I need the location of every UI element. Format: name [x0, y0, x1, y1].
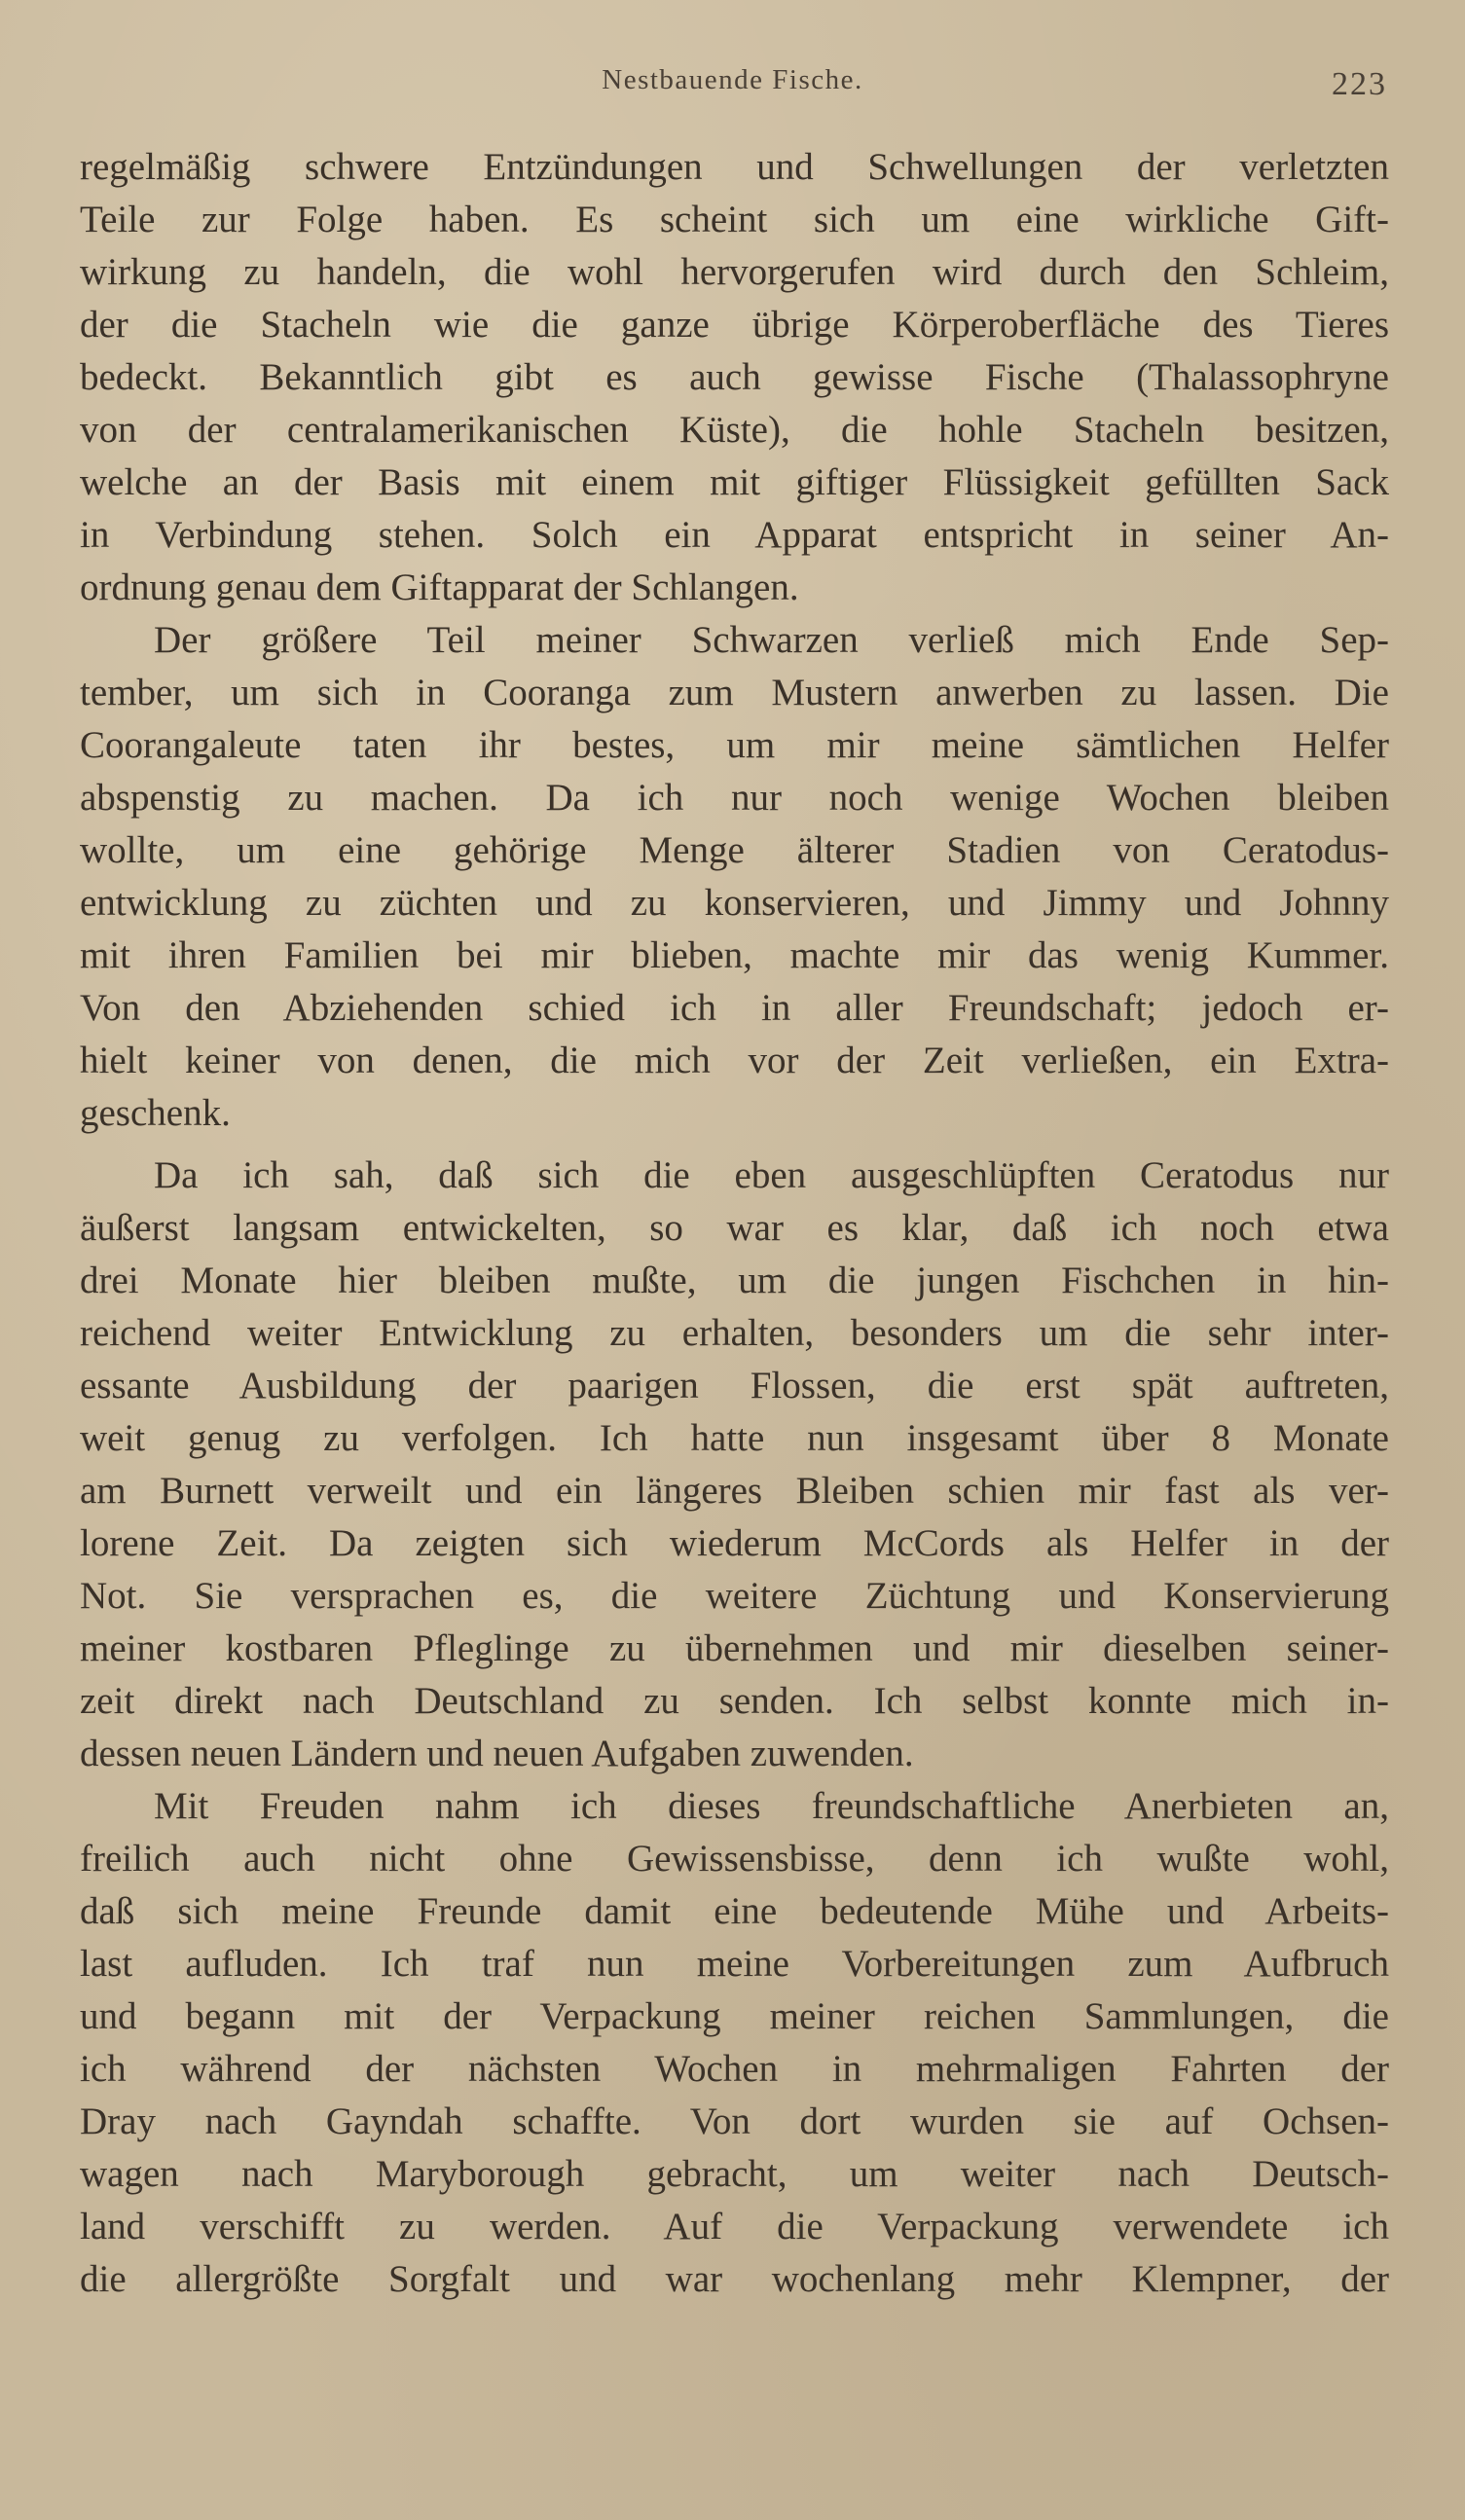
text-line: Mit Freuden nahm ich dieses freundschaftliche Anerbieten an,	[154, 1785, 1389, 1827]
text-line: wagen nach Maryborough gebracht, um weiter nach Deutsch-	[80, 2153, 1389, 2195]
text-line: reichend weiter Entwicklung zu erhalten, besonders um die sehr inter-	[80, 1312, 1389, 1354]
text-line: Der größere Teil meiner Schwarzen verließ mich Ende Sep-	[154, 619, 1389, 661]
text-line: ich während der nächsten Wochen in mehrmaligen Fahrten der	[80, 2048, 1389, 2090]
text-line: hielt keiner von denen, die mich vor der Zeit verließen, ein Extra-	[80, 1040, 1389, 1081]
text-line: in Verbindung stehen. Solch ein Apparat entspricht in seiner An-	[80, 514, 1389, 556]
text-line: und begann mit der Verpackung meiner reichen Sammlungen, die	[80, 1995, 1389, 2037]
text-line: drei Monate hier bleiben mußte, um die jungen Fischchen in hin-	[80, 1260, 1389, 1301]
text-line: regelmäßig schwere Entzündungen und Schwellungen der verletzten	[80, 146, 1389, 188]
text-line: wirkung zu handeln, die wohl hervorgerufen wird durch den Schleim,	[80, 251, 1389, 293]
text-line: mit ihren Familien bei mir blieben, machte mir das wenig Kummer.	[80, 934, 1389, 976]
text-line: Coorangaleute taten ihr bestes, um mir meine sämtlichen Helfer	[80, 724, 1389, 766]
text-line: meiner kostbaren Pfleglinge zu übernehmen und mir dieselben seiner-	[80, 1627, 1389, 1669]
text-line: Von den Abziehenden schied ich in aller Freundschaft; jedoch er-	[80, 987, 1389, 1029]
paragraph	[80, 141, 1389, 614]
text-line: äußerst langsam entwickelten, so war es klar, daß ich noch etwa	[80, 1207, 1389, 1249]
page-header	[78, 56, 1387, 115]
text-line: weit genug zu verfolgen. Ich hatte nun insgesamt über 8 Monate	[80, 1417, 1389, 1459]
text-line: Not. Sie versprachen es, die weitere Züchtung und Konservierung	[80, 1575, 1389, 1617]
text-line: Teile zur Folge haben. Es scheint sich um eine wirkliche Gift-	[80, 199, 1389, 240]
text-line: dessen neuen Ländern und neuen Aufgaben zuwenden.	[80, 1733, 914, 1774]
text-line: ordnung genau dem Giftapparat der Schlangen.	[80, 566, 799, 608]
text-line: last aufluden. Ich traf nun meine Vorbereitungen zum Aufbruch	[80, 1943, 1389, 1985]
page-number: 223	[1332, 66, 1387, 102]
text-line: am Burnett verweilt und ein längeres Bleiben schien mir fast als ver-	[80, 1470, 1389, 1512]
paragraph	[80, 1150, 1389, 1780]
text-line: der die Stacheln wie die ganze übrige Körperoberfläche des Tieres	[80, 304, 1389, 346]
text-line: tember, um sich in Cooranga zum Mustern anwerben zu lassen. Die	[80, 672, 1389, 713]
paragraph	[80, 614, 1389, 1140]
text-line: bedeckt. Bekanntlich gibt es auch gewisse Fische (Thalassophryne	[80, 356, 1389, 398]
paragraph	[80, 1780, 1389, 2306]
text-line: abspenstig zu machen. Da ich nur noch wenige Wochen bleiben	[80, 777, 1389, 819]
text-line: Dray nach Gayndah schaffte. Von dort wurden sie auf Ochsen-	[80, 2100, 1389, 2142]
text-line: welche an der Basis mit einem mit giftiger Flüssigkeit gefüllten Sack	[80, 461, 1389, 503]
text-line: von der centralamerikanischen Küste), die hohle Stacheln besitzen,	[80, 409, 1389, 451]
text-line: lorene Zeit. Da zeigten sich wiederum McCords als Helfer in der	[80, 1522, 1389, 1564]
text-line: zeit direkt nach Deutschland zu senden. Ich selbst konnte mich in-	[80, 1680, 1389, 1722]
text-line: freilich auch nicht ohne Gewissensbisse, denn ich wußte wohl,	[80, 1838, 1389, 1880]
text-line: daß sich meine Freunde damit eine bedeutende Mühe und Arbeits-	[80, 1890, 1389, 1932]
text-line: Da ich sah, daß sich die eben ausgeschlüpften Ceratodus nur	[154, 1154, 1389, 1196]
body-text	[80, 141, 1389, 2306]
running-title: Nestbauende Fische.	[602, 64, 863, 95]
text-line: die allergrößte Sorgfalt und war wochenlang mehr Klempner, der	[80, 2258, 1389, 2300]
text-line: land verschifft zu werden. Auf die Verpackung verwendete ich	[80, 2206, 1389, 2247]
text-line: geschenk.	[80, 1092, 231, 1134]
text-line: entwicklung zu züchten und zu konservieren, und Jimmy und Johnny	[80, 882, 1389, 924]
text-line: wollte, um eine gehörige Menge älterer Stadien von Ceratodus-	[80, 829, 1389, 871]
text-line: essante Ausbildung der paarigen Flossen, die erst spät auftreten,	[80, 1365, 1389, 1406]
